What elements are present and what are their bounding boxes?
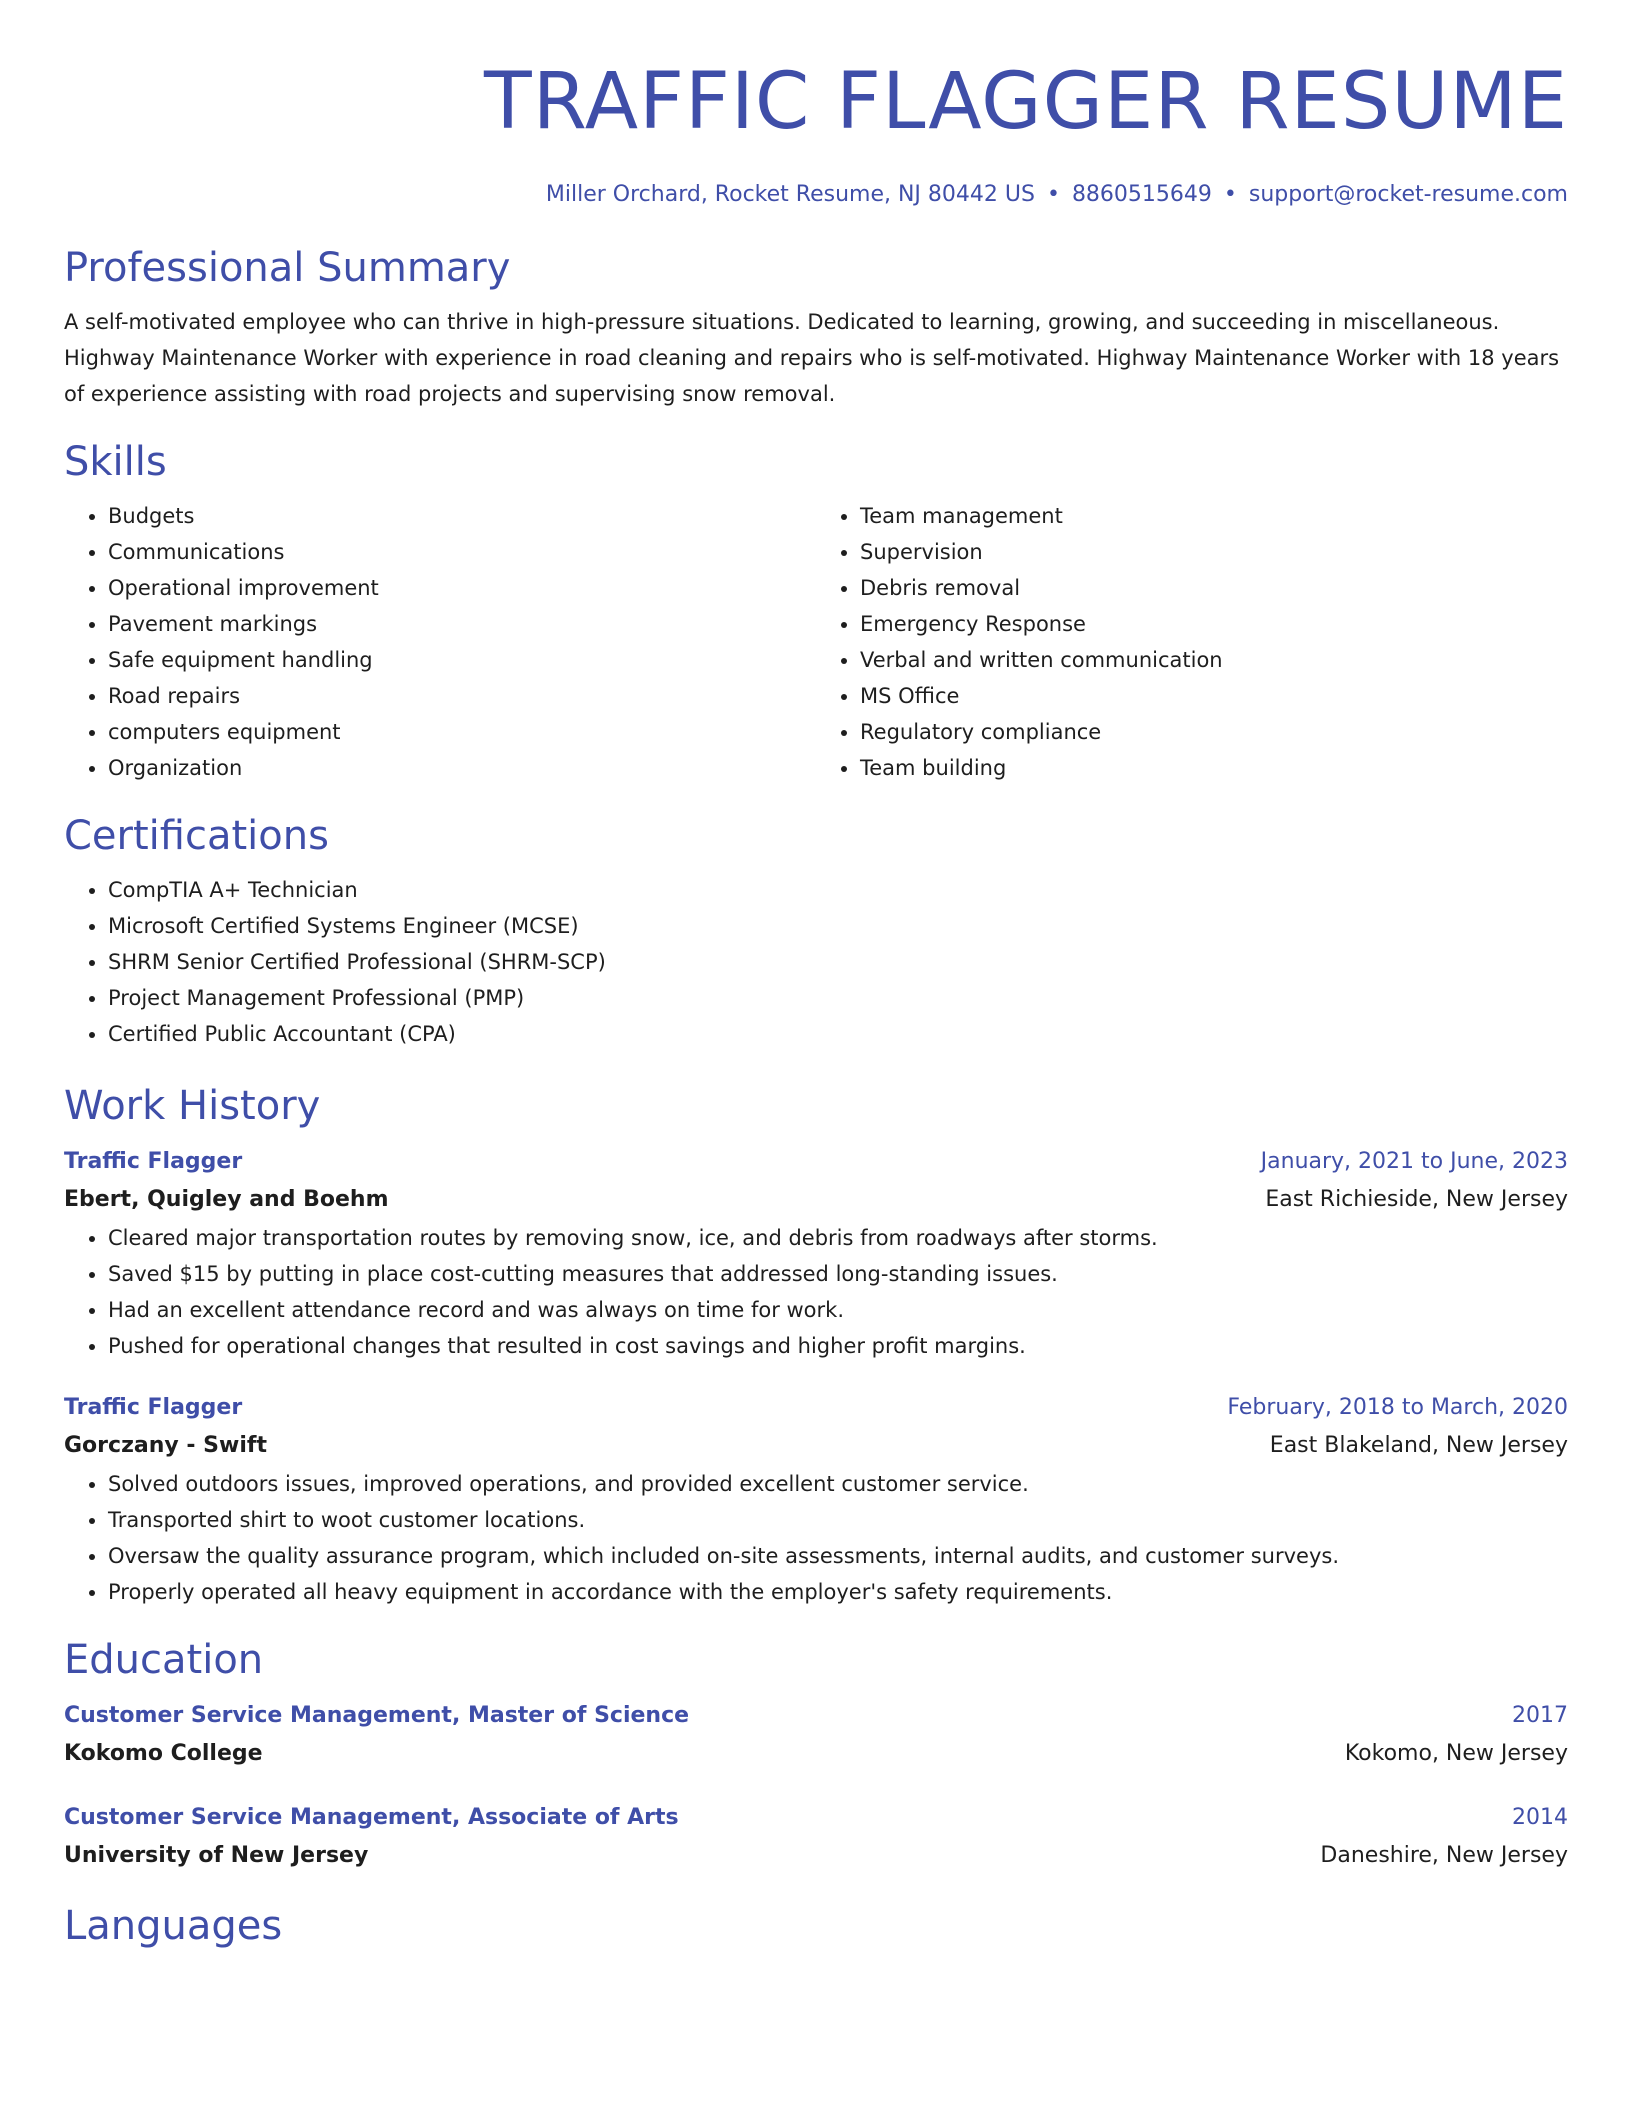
job-entry <box>64 1144 1568 1364</box>
certification-item: • SHRM Senior Certified Professional (SHRM-SCP) <box>108 944 1568 980</box>
skills-grid <box>64 498 1568 786</box>
education-entry <box>64 1698 1568 1774</box>
job-bullet: • Solved outdoors issues, improved operations, and provided excellent customer service. <box>108 1466 1568 1502</box>
certifications-section <box>64 812 1568 1052</box>
education-degree: Customer Service Management, Associate of Arts <box>64 1805 679 1830</box>
job-company: Gorczany - Swift <box>64 1433 267 1458</box>
skill-item: • Supervision <box>860 534 1568 570</box>
job-bullet: • Pushed for operational changes that resulted in cost savings and higher profit margins. <box>108 1328 1568 1364</box>
section-title-languages: Languages <box>64 1903 283 1949</box>
certification-item: • Certified Public Accountant (CPA) <box>108 1016 1568 1052</box>
summary-text: A self-motivated employee who can thrive in high-pressure situations. Dedicated to learning, growing, and succeeding in miscellaneous. Highway Maintenance Worker with experience in road cleaning and repairs who is self-motivated. Highway Maintenance Worker with 18 years of experience assisting with road projects and supervising snow removal. <box>64 310 1560 406</box>
skill-item: • Budgets <box>108 498 816 534</box>
education-section <box>64 1636 1568 1876</box>
skill-item: • computers equipment <box>108 714 816 750</box>
contact-address: Miller Orchard, Rocket Resume, NJ 80442 US <box>545 182 1035 207</box>
section-title-work-history: Work History <box>64 1083 321 1129</box>
job-header <box>64 1390 1568 1426</box>
skill-item: • Organization <box>108 750 816 786</box>
certifications-list <box>64 872 1568 1052</box>
skill-item: • Team management <box>860 498 1568 534</box>
education-year: 2014 <box>1512 1805 1568 1830</box>
skill-item: • Pavement markings <box>108 606 816 642</box>
job-title: Traffic Flagger <box>64 1395 243 1420</box>
job-location: East Richieside, New Jersey <box>1265 1187 1568 1212</box>
job-subheader <box>64 1426 1568 1466</box>
section-title-summary: Professional Summary <box>64 245 511 291</box>
job-bullets <box>64 1466 1568 1610</box>
skill-item: • Emergency Response <box>860 606 1568 642</box>
job-subheader <box>64 1180 1568 1220</box>
job-bullet: • Saved $15 by putting in place cost-cutting measures that addressed long-standing issues. <box>108 1256 1568 1292</box>
skill-item: • MS Office <box>860 678 1568 714</box>
education-subheader <box>64 1836 1568 1876</box>
skill-item: • Road repairs <box>108 678 816 714</box>
job-location: East Blakeland, New Jersey <box>1269 1433 1568 1458</box>
job-bullet: • Cleared major transportation routes by removing snow, ice, and debris from roadways after storms. <box>108 1220 1568 1256</box>
certification-item: • Microsoft Certified Systems Engineer (MCSE) <box>108 908 1568 944</box>
contact-separator: • <box>1223 182 1237 207</box>
job-title: Traffic Flagger <box>64 1149 243 1174</box>
job-bullet: • Transported shirt to woot customer locations. <box>108 1502 1568 1538</box>
job-dates: January, 2021 to June, 2023 <box>1260 1149 1568 1174</box>
skills-section <box>64 438 1568 786</box>
education-location: Kokomo, New Jersey <box>1344 1741 1568 1766</box>
resume-name: TRAFFIC FLAGGER RESUME <box>484 57 1568 147</box>
skill-item: • Communications <box>108 534 816 570</box>
education-entry <box>64 1800 1568 1876</box>
job-bullets <box>64 1220 1568 1364</box>
skill-item: • Debris removal <box>860 570 1568 606</box>
skills-list-left <box>64 498 816 786</box>
education-subheader <box>64 1734 1568 1774</box>
skill-item: • Regulatory compliance <box>860 714 1568 750</box>
education-degree: Customer Service Management, Master of Science <box>64 1703 690 1728</box>
skill-item: • Safe equipment handling <box>108 642 816 678</box>
contact-email: support@rocket-resume.com <box>1248 182 1568 207</box>
skills-list-right <box>816 498 1568 786</box>
certification-item: • CompTIA A+ Technician <box>108 872 1568 908</box>
job-header <box>64 1144 1568 1180</box>
section-title-skills: Skills <box>64 439 167 485</box>
skill-item: • Operational improvement <box>108 570 816 606</box>
job-entry <box>64 1390 1568 1610</box>
contact-line <box>64 180 1568 210</box>
languages-section <box>64 1902 1568 1950</box>
education-location: Daneshire, New Jersey <box>1320 1843 1568 1868</box>
work-history-section <box>64 1082 1568 1610</box>
contact-separator: • <box>1046 182 1060 207</box>
skill-item: • Team building <box>860 750 1568 786</box>
skill-item: • Verbal and written communication <box>860 642 1568 678</box>
section-title-certifications: Certifications <box>64 813 329 859</box>
job-bullet: • Properly operated all heavy equipment in accordance with the employer's safety requirements. <box>108 1574 1568 1610</box>
education-school: Kokomo College <box>64 1741 263 1766</box>
education-header <box>64 1800 1568 1836</box>
job-dates: February, 2018 to March, 2020 <box>1227 1395 1568 1420</box>
job-bullet: • Had an excellent attendance record and was always on time for work. <box>108 1292 1568 1328</box>
job-bullet: • Oversaw the quality assurance program, which included on-site assessments, internal audits, and customer surveys. <box>108 1538 1568 1574</box>
education-school: University of New Jersey <box>64 1843 369 1868</box>
education-header <box>64 1698 1568 1734</box>
summary-section <box>64 244 1568 412</box>
job-company: Ebert, Quigley and Boehm <box>64 1187 389 1212</box>
education-year: 2017 <box>1512 1703 1568 1728</box>
section-title-education: Education <box>64 1637 264 1683</box>
certification-item: • Project Management Professional (PMP) <box>108 980 1568 1016</box>
contact-phone: 8860515649 <box>1071 182 1212 207</box>
